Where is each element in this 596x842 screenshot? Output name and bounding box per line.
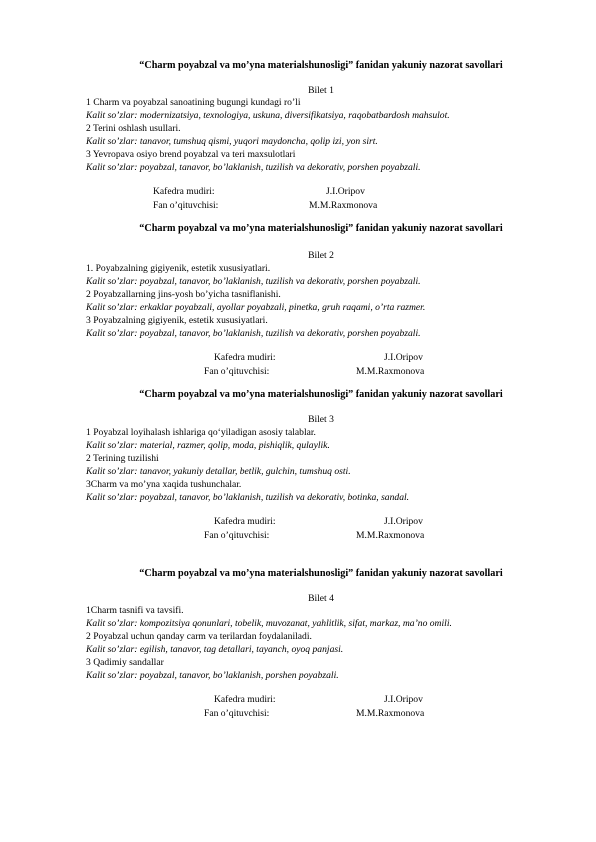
question-line: 2 Terini oshlash usullari. (86, 123, 181, 134)
keywords-line: Kalit so’zlar: poyabzal, tanavor, bo’laklanish, tuzilish va dekorativ, porshen poyabzali. (86, 276, 421, 287)
bilet-number: Bilet 1 (308, 85, 334, 96)
question-line: 2 Terining tuzilishi (86, 453, 159, 464)
question-line: 3 Yevropava osiyo brend poyabzal va teri maxsulotlari (86, 149, 296, 160)
question-line: 3 Qadimiy sandallar (86, 657, 164, 668)
question-line: 3 Poyabzalning gigiyenik, estetik xususiyatlari. (86, 315, 268, 326)
keywords-line: Kalit so’zlar: tanavor, yakuniy detallar, betlik, gulchin, tumshuq osti. (86, 466, 351, 477)
bilet-title: “Charm poyabzal va mo’yna materialshunosligi” fanidan yakuniy nazorat savollari (139, 568, 503, 579)
teacher-label: Fan o’qituvchisi: (204, 530, 270, 541)
teacher-label: Fan o’qituvchisi: (204, 366, 270, 377)
head-of-department-name: J.I.Oripov (384, 352, 423, 363)
head-of-department-label: Kafedra mudiri: (153, 186, 215, 197)
teacher-label: Fan o’qituvchisi: (153, 200, 219, 211)
head-of-department-name: J.I.Oripov (384, 516, 423, 527)
keywords-line: Kalit so’zlar: egilish, tanavor, tag detallari, tayanch, oyoq panjasi. (86, 644, 344, 655)
keywords-line: Kalit so’zlar: poyabzal, tanavor, bo’laklanish, tuzilish va dekorativ, porshen poyabzali. (86, 328, 421, 339)
question-line: 1 Charm va poyabzal sanoatining bugungi kundagi ro’li (86, 97, 301, 108)
bilet-number: Bilet 2 (308, 250, 334, 261)
keywords-line: Kalit so’zlar: erkaklar poyabzali, ayollar poyabzali, pinetka, gruh raqami, o’rta razmer. (86, 302, 426, 313)
bilet-title: “Charm poyabzal va mo’yna materialshunosligi” fanidan yakuniy nazorat savollari (139, 60, 503, 71)
bilet-title: “Charm poyabzal va mo’yna materialshunosligi” fanidan yakuniy nazorat savollari (139, 223, 503, 234)
teacher-name: M.M.Raxmonova (309, 200, 378, 211)
head-of-department-label: Kafedra mudiri: (214, 352, 276, 363)
bilet-title: “Charm poyabzal va mo’yna materialshunosligi” fanidan yakuniy nazorat savollari (139, 389, 503, 400)
keywords-line: Kalit so’zlar: tanavor, tumshuq qismi, yuqori maydoncha, qolip izi, yon sirt. (86, 136, 378, 147)
keywords-line: Kalit so’zlar: poyabzal, tanavor, bo’laklanish, porshen poyabzali. (86, 670, 339, 681)
keywords-line: Kalit so’zlar: modernizatsiya, texnologiya, uskuna, diversifikatsiya, raqobatbardosh mahsulot. (86, 110, 450, 121)
question-line: 2 Poyabzal uchun qanday carm va terilardan foydalaniladi. (86, 631, 312, 642)
bilet-number: Bilet 4 (308, 593, 334, 604)
question-line: 1 Poyabzal loyihalash ishlariga qo‘yiladigan asosiy talablar. (86, 427, 316, 438)
head-of-department-label: Kafedra mudiri: (214, 694, 276, 705)
teacher-name: M.M.Raxmonova (356, 708, 425, 719)
keywords-line: Kalit so’zlar: poyabzal, tanavor, bo’laklanish, tuzilish va dekorativ, botinka, sandal. (86, 492, 410, 503)
teacher-name: M.M.Raxmonova (356, 366, 425, 377)
head-of-department-name: J.I.Oripov (384, 694, 423, 705)
keywords-line: Kalit so’zlar: material, razmer, qolip, moda, pishiqlik, qulaylik. (86, 440, 330, 451)
keywords-line: Kalit so’zlar: poyabzal, tanavor, bo’laklanish, tuzilish va dekorativ, porshen poyabzali. (86, 162, 421, 173)
keywords-line: Kalit so’zlar: kompozitsiya qonunlari, tobelik, muvozanat, yahlitlik, sifat, markaz, ma’no omili. (86, 618, 452, 629)
question-line: 1. Poyabzalning gigiyenik, estetik xususiyatlari. (86, 263, 271, 274)
bilet-number: Bilet 3 (308, 414, 334, 425)
head-of-department-label: Kafedra mudiri: (214, 516, 276, 527)
question-line: 3Charm va mo’yna xaqida tushunchalar. (86, 479, 242, 490)
question-line: 1Charm tasnifi va tavsifi. (86, 605, 184, 616)
question-line: 2 Poyabzallarning jins-yosh bo’yicha tasniflanishi. (86, 289, 281, 300)
teacher-name: M.M.Raxmonova (356, 530, 425, 541)
teacher-label: Fan o’qituvchisi: (204, 708, 270, 719)
head-of-department-name: J.I.Oripov (326, 186, 365, 197)
